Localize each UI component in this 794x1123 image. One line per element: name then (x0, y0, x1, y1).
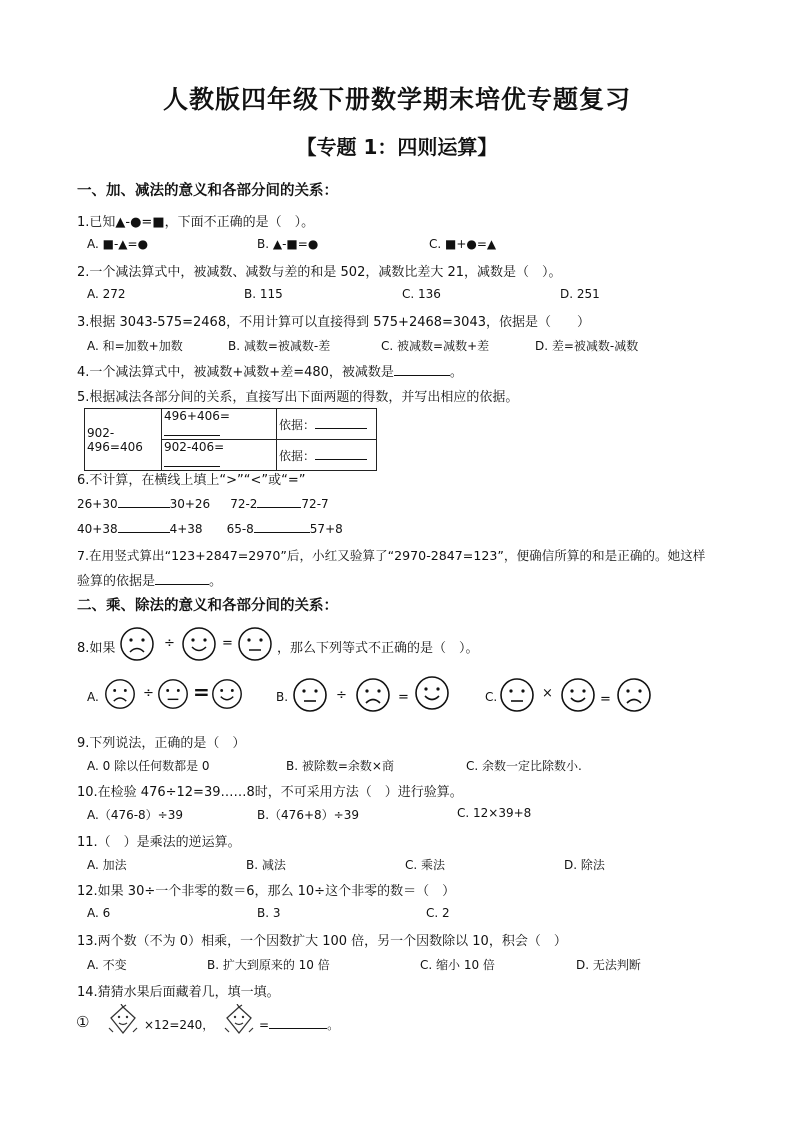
q1-option-c: C. ■+●=▲ (429, 237, 497, 251)
sad-face-icon (104, 678, 136, 710)
q8-option-b: B. (276, 690, 289, 704)
divide-sign: ÷ (164, 636, 175, 651)
q6-row-2: 40+38 4+38 65-8 57+8 (77, 522, 343, 536)
sad-face-icon (616, 677, 652, 713)
q12-option-b: B. 3 (257, 906, 281, 920)
q10-option-c: C. 12×39+8 (457, 806, 532, 820)
q6-row-1: 26+30 30+26 72-2 72-7 (77, 497, 329, 511)
q11-option-d: D. 除法 (564, 858, 605, 872)
question-3: 3.根据 3043-575=2468，不用计算可以直接得到 575+2468=3043，依据是（ ） (77, 315, 590, 330)
q5-row2-blank[interactable] (164, 454, 220, 467)
q4-blank[interactable] (394, 363, 450, 376)
question-5: 5.根据减法各部分间的关系，直接写出下面两题的得数，并写出相应的依据。 (77, 390, 519, 405)
times-sign: × (542, 686, 553, 701)
question-2: 2.一个减法算式中，被减数、减数与差的和是 502，减数比差大 21，减数是（ ）。 (77, 265, 562, 280)
q6-blank-4[interactable] (254, 520, 310, 533)
q5-row1-basis: 依据： (277, 409, 377, 440)
q1-option-a: A. ■-▲=● (87, 237, 149, 251)
q2-option-d: D. 251 (560, 287, 600, 301)
fruit-icon (220, 1004, 258, 1036)
q12-option-a: A. 6 (87, 906, 111, 920)
q3-option-c: C. 被减数=减数+差 (381, 339, 490, 353)
q5-row1-blank[interactable] (164, 423, 220, 436)
equals-sign: = (193, 680, 210, 704)
q12-option-c: C. 2 (426, 906, 450, 920)
divide-sign: ÷ (336, 688, 347, 703)
neutral-face-icon (157, 678, 189, 710)
equals-sign: = (222, 636, 233, 651)
question-12: 12.如果 30÷一个非零的数＝6，那么 10÷这个非零的数＝（ ） (77, 884, 456, 899)
question-8-prefix: 8.如果 (77, 641, 116, 656)
q11-option-a: A. 加法 (87, 858, 127, 872)
q5-given: 902-496=406 (85, 409, 162, 471)
q14-equation-1: ×12=240， (144, 1018, 215, 1032)
question-7-line-2: 验算的依据是 。 (77, 574, 223, 589)
question-8-suffix: ，那么下列等式不正确的是（ ）。 (277, 641, 479, 656)
q8-option-a: A. (87, 690, 99, 704)
q1-option-b: B. ▲-■=● (257, 237, 319, 251)
q6-blank-1[interactable] (118, 495, 170, 508)
question-9: 9.下列说法，正确的是（ ） (77, 736, 246, 751)
q13-option-c: C. 缩小 10 倍 (420, 958, 495, 972)
divide-sign: ÷ (143, 686, 154, 701)
q8-option-c: C. (485, 690, 498, 704)
smile-face-icon (181, 626, 217, 662)
equals-sign: = (398, 690, 409, 705)
q3-option-b: B. 减数=被减数-差 (228, 339, 331, 353)
q13-option-a: A. 不变 (87, 958, 127, 972)
question-13: 13.两个数（不为 0）相乘，一个因数扩大 100 倍，另一个因数除以 10，积会（ ） (77, 934, 567, 949)
neutral-face-icon (237, 626, 273, 662)
question-6: 6.不计算，在横线上填上“>”“<”或“=” (77, 473, 306, 488)
q9-option-c: C. 余数一定比除数小. (466, 759, 582, 773)
section-heading-2: 二、乘、除法的意义和各部分间的关系： (77, 598, 338, 614)
question-1: 1.已知▲-●=■，下面不正确的是（ ）。 (77, 215, 315, 230)
q9-option-a: A. 0 除以任何数都是 0 (87, 759, 210, 773)
sad-face-icon (355, 677, 391, 713)
q5-row1-basis-blank[interactable] (315, 416, 367, 429)
q7-blank[interactable] (155, 572, 209, 585)
q13-option-d: D. 无法判断 (576, 958, 641, 972)
fruit-icon (104, 1004, 142, 1036)
q14-number: ① (76, 1013, 90, 1031)
sad-face-icon (119, 626, 155, 662)
q2-option-c: C. 136 (402, 287, 441, 301)
neutral-face-icon (499, 677, 535, 713)
question-4 (77, 361, 463, 380)
q6-blank-2[interactable] (257, 495, 301, 508)
q5-row2-expr: 902-406= (162, 440, 277, 471)
q10-option-b: B.（476+8）÷39 (257, 808, 359, 822)
q10-option-a: A.（476-8）÷39 (87, 808, 184, 822)
q5-row2-basis: 依据： (277, 440, 377, 471)
equals-sign: = (600, 692, 611, 707)
q11-option-b: B. 减法 (246, 858, 286, 872)
question-10: 10.在检验 476÷12=39……8时，不可采用方法（ ）进行验算。 (77, 785, 463, 800)
q9-option-b: B. 被除数=余数×商 (286, 759, 394, 773)
q4-end: 。 (449, 365, 463, 380)
section-heading-1: 一、加、减法的意义和各部分间的关系： (77, 183, 338, 199)
q14-equation-2: = 。 (259, 1018, 340, 1032)
q11-option-c: C. 乘法 (405, 858, 446, 872)
neutral-face-icon (292, 677, 328, 713)
question-14: 14.猜猜水果后面藏着几，填一填。 (77, 985, 280, 1000)
q3-option-a: A. 和=加数+加数 (87, 339, 183, 353)
q5-table (84, 408, 377, 471)
question-7-line-1: 7.在用竖式算出“123+2847=2970”后，小红又验算了“2970-2847=123”，便确信所算的和是正确的。她这样 (77, 548, 706, 563)
q4-stem: 4.一个减法算式中，被减数+减数+差=480，被减数是 (77, 365, 394, 380)
q3-option-d: D. 差=被减数-减数 (535, 339, 639, 353)
page-subtitle: 【专题 1：四则运算】 (296, 135, 498, 159)
q2-option-b: B. 115 (244, 287, 283, 301)
question-11: 11.（ ）是乘法的逆运算。 (77, 835, 241, 850)
page-title: 人教版四年级下册数学期末培优专题复习 (162, 85, 631, 114)
q13-option-b: B. 扩大到原来的 10 倍 (207, 958, 330, 972)
q5-row1-expr: 496+406= (162, 409, 277, 440)
smile-face-icon (211, 678, 243, 710)
q5-row2-basis-blank[interactable] (315, 447, 367, 460)
q2-option-a: A. 272 (87, 287, 126, 301)
smile-face-icon (414, 675, 450, 711)
smile-face-icon (560, 677, 596, 713)
q14-blank[interactable] (269, 1016, 327, 1029)
q6-blank-3[interactable] (118, 520, 170, 533)
